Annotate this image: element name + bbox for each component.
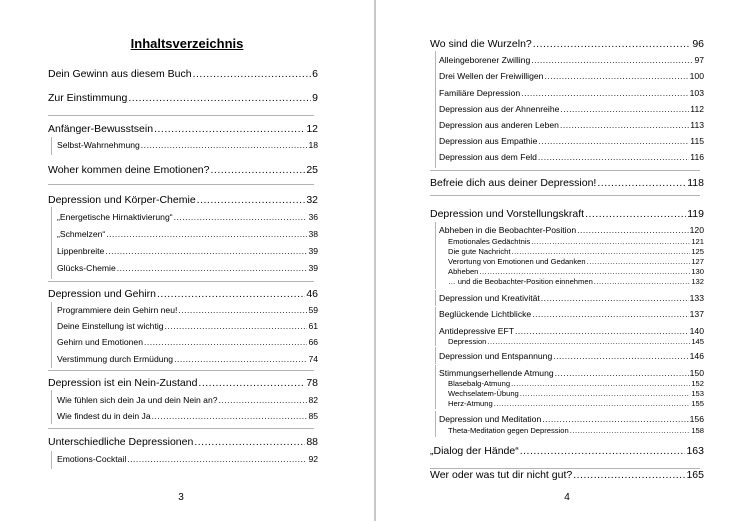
page-title: Inhaltsverzeichnis bbox=[130, 36, 244, 51]
toc-entry-page: 96 bbox=[692, 38, 704, 50]
toc-entry[interactable] bbox=[430, 38, 704, 50]
toc-entry-page: 6 bbox=[312, 68, 318, 80]
toc-entry-page: 46 bbox=[306, 288, 318, 300]
toc-entry-page: 163 bbox=[686, 445, 704, 457]
toc-entry-title: Wechselatem-Übung bbox=[448, 389, 519, 398]
toc-entry[interactable] bbox=[439, 104, 704, 114]
toc-entry-title: Drei Wellen der Freiwilligen bbox=[439, 71, 544, 81]
toc-entry[interactable] bbox=[430, 177, 704, 189]
leader-dots bbox=[520, 445, 686, 457]
toc-entry-title: Theta-Meditation gegen Depression bbox=[448, 426, 569, 435]
leader-dots bbox=[193, 68, 312, 80]
toc-entry-page: 103 bbox=[689, 88, 704, 98]
leader-dots bbox=[594, 277, 691, 286]
toc-entry-page: 116 bbox=[690, 152, 704, 162]
toc-entry[interactable] bbox=[57, 354, 318, 364]
leader-dots bbox=[198, 377, 305, 389]
leader-dots bbox=[553, 351, 688, 361]
toc-entry-title: Abheben in die Beobachter-Position bbox=[439, 225, 577, 235]
toc-entry-title: … und die Beobachter-Position einnehmen bbox=[448, 277, 593, 286]
toc-entry-page: 125 bbox=[691, 247, 704, 256]
section-divider bbox=[48, 281, 314, 282]
leader-dots bbox=[194, 436, 305, 448]
toc-entry-page: 113 bbox=[690, 120, 704, 130]
section-divider bbox=[430, 195, 700, 196]
leader-dots bbox=[544, 71, 688, 81]
toc-entry[interactable] bbox=[448, 247, 704, 256]
toc-entry[interactable] bbox=[439, 88, 704, 98]
toc-entry-page: 32 bbox=[306, 194, 318, 206]
toc-entry-page: 97 bbox=[694, 55, 704, 65]
toc-entry-title: Alleingeborener Zwilling bbox=[439, 55, 531, 65]
toc-entry-title: Verstimmung durch Ermüdung bbox=[57, 354, 174, 364]
toc-entry-page: 153 bbox=[691, 389, 704, 398]
leader-dots bbox=[157, 288, 305, 300]
toc-entry-title: Familiäre Depression bbox=[439, 88, 521, 98]
toc-entry-title: Wie fühlen sich dein Ja und dein Nein an? bbox=[57, 395, 218, 405]
toc-entry[interactable] bbox=[57, 395, 318, 405]
toc-entry-page: 88 bbox=[306, 436, 318, 448]
toc-entry-title: Emotions-Cocktail bbox=[57, 454, 127, 464]
leader-dots bbox=[511, 247, 690, 256]
toc-entry-page: 100 bbox=[689, 71, 704, 81]
toc-entry-page: 39 bbox=[308, 246, 318, 256]
leader-dots bbox=[541, 293, 689, 303]
toc-entry[interactable] bbox=[57, 263, 318, 273]
toc-entry-page: 25 bbox=[306, 164, 318, 176]
toc-entry[interactable] bbox=[448, 277, 704, 286]
leader-dots bbox=[106, 229, 307, 239]
toc-entry-page: 152 bbox=[691, 379, 704, 388]
toc-entry[interactable] bbox=[448, 337, 704, 346]
toc-entry[interactable] bbox=[57, 246, 318, 256]
toc-entry[interactable] bbox=[48, 123, 318, 135]
toc-entry-page: 85 bbox=[308, 411, 318, 421]
toc-entry-title: Emotionales Gedächtnis bbox=[448, 237, 531, 246]
leader-dots bbox=[560, 104, 689, 114]
toc-entry-page: 61 bbox=[308, 321, 318, 331]
group-bar bbox=[51, 390, 52, 424]
leader-dots bbox=[105, 246, 307, 256]
leader-dots bbox=[532, 309, 688, 319]
group-bar bbox=[51, 207, 52, 279]
group-bar bbox=[435, 365, 436, 409]
leader-dots bbox=[585, 208, 686, 220]
toc-entry[interactable] bbox=[57, 229, 318, 239]
toc-entry-page: 82 bbox=[308, 395, 318, 405]
group-bar bbox=[435, 222, 436, 289]
toc-entry-page: 133 bbox=[689, 293, 704, 303]
leader-dots bbox=[219, 395, 308, 405]
toc-entry-title: Depression und Meditation bbox=[439, 414, 542, 424]
toc-entry[interactable] bbox=[439, 309, 704, 319]
toc-entry-title: Herz-Atmung bbox=[448, 399, 493, 408]
leader-dots bbox=[210, 164, 305, 176]
toc-entry-page: 115 bbox=[690, 136, 704, 146]
toc-entry-page: 74 bbox=[308, 354, 318, 364]
toc-entry-title: Depression und Vorstellungskraft bbox=[430, 208, 585, 220]
toc-entry[interactable] bbox=[48, 194, 318, 206]
leader-dots bbox=[511, 379, 690, 388]
left-page bbox=[0, 0, 374, 521]
leader-dots bbox=[494, 399, 691, 408]
toc-entry[interactable] bbox=[430, 208, 704, 220]
leader-dots bbox=[538, 152, 689, 162]
toc-entry-page: 92 bbox=[308, 454, 318, 464]
toc-entry[interactable] bbox=[48, 68, 318, 80]
toc-entry-page: 9 bbox=[312, 92, 318, 104]
section-divider bbox=[48, 370, 314, 371]
right-page bbox=[376, 0, 750, 521]
leader-dots bbox=[487, 337, 690, 346]
toc-entry-title: Deine Einstellung ist wichtig bbox=[57, 321, 164, 331]
toc-entry-title: Wer oder was tut dir nicht gut? bbox=[430, 469, 573, 481]
group-bar bbox=[435, 323, 436, 346]
toc-entry-title: Die gute Nachricht bbox=[448, 247, 511, 256]
toc-entry-title: Depression aus dem Feld bbox=[439, 152, 537, 162]
toc-entry[interactable] bbox=[57, 321, 318, 331]
toc-entry-page: 156 bbox=[689, 414, 704, 424]
leader-dots bbox=[560, 120, 689, 130]
toc-entry-page: 158 bbox=[691, 426, 704, 435]
leader-dots bbox=[531, 237, 690, 246]
group-bar bbox=[51, 302, 52, 368]
group-bar bbox=[435, 290, 436, 306]
toc-entry-page: 18 bbox=[308, 140, 318, 150]
toc-entry-page: 145 bbox=[691, 337, 704, 346]
group-bar bbox=[435, 411, 436, 437]
toc-entry[interactable] bbox=[439, 120, 704, 130]
section-divider bbox=[48, 115, 314, 116]
toc-entry-page: 137 bbox=[689, 309, 704, 319]
toc-entry-title: Zur Einstimmung bbox=[48, 92, 128, 104]
toc-left bbox=[0, 0, 374, 521]
section-divider bbox=[48, 428, 314, 429]
toc-entry[interactable] bbox=[439, 152, 704, 162]
toc-entry-title: Programmiere dein Gehirn neu! bbox=[57, 305, 178, 315]
group-bar bbox=[435, 307, 436, 323]
toc-entry-title: Verortung von Emotionen und Gedanken bbox=[448, 257, 586, 266]
toc-entry-page: 112 bbox=[690, 104, 704, 114]
toc-entry[interactable] bbox=[439, 71, 704, 81]
toc-entry-page: 132 bbox=[691, 277, 704, 286]
toc-entry-title: Lippenbreite bbox=[57, 246, 105, 256]
toc-entry-title: Depression ist ein Nein-Zustand bbox=[48, 377, 198, 389]
toc-entry-page: 127 bbox=[691, 257, 704, 266]
toc-entry-title: Woher kommen deine Emotionen? bbox=[48, 164, 210, 176]
group-bar bbox=[435, 347, 436, 364]
toc-entry[interactable] bbox=[57, 454, 318, 464]
toc-entry-title: Wie findest du in dein Ja bbox=[57, 411, 151, 421]
toc-entry[interactable] bbox=[48, 288, 318, 300]
toc-right bbox=[376, 0, 750, 521]
toc-entry-title: Depression bbox=[448, 337, 487, 346]
leader-dots bbox=[538, 136, 689, 146]
leader-dots bbox=[531, 55, 693, 65]
leader-dots bbox=[178, 305, 307, 315]
toc-entry[interactable] bbox=[439, 326, 704, 336]
toc-entry-title: Gehirn und Emotionen bbox=[57, 337, 143, 347]
section-divider bbox=[430, 170, 700, 171]
toc-entry[interactable] bbox=[448, 389, 704, 398]
leader-dots bbox=[577, 225, 689, 235]
leader-dots bbox=[515, 326, 689, 336]
toc-entry-page: 59 bbox=[308, 305, 318, 315]
toc-entry-title: Depression aus der Ahnenreihe bbox=[439, 104, 560, 114]
group-bar bbox=[51, 451, 52, 469]
toc-entry-page: 150 bbox=[689, 368, 704, 378]
toc-entry-title: Stimmungserhellende Atmung bbox=[439, 368, 554, 378]
toc-entry-title: Anfänger-Bewusstsein bbox=[48, 123, 154, 135]
toc-entry[interactable] bbox=[48, 436, 318, 448]
leader-dots bbox=[533, 38, 692, 50]
leader-dots bbox=[174, 212, 308, 222]
toc-entry-title: Unterschiedliche Depressionen bbox=[48, 436, 194, 448]
toc-entry-title: Depression und Kreativität bbox=[439, 293, 540, 303]
toc-entry[interactable] bbox=[57, 337, 318, 347]
toc-entry-title: Beglückende Lichtblicke bbox=[439, 309, 532, 319]
toc-entry-page: 12 bbox=[306, 123, 318, 135]
toc-entry-title: Abheben bbox=[448, 267, 479, 276]
toc-entry-title: „Energetische Hirnaktivierung“ bbox=[57, 212, 173, 222]
section-divider bbox=[48, 184, 314, 185]
toc-entry-page: 130 bbox=[691, 267, 704, 276]
toc-entry[interactable] bbox=[448, 399, 704, 408]
toc-entry-page: 119 bbox=[687, 208, 704, 220]
toc-entry[interactable] bbox=[430, 445, 704, 457]
toc-entry[interactable] bbox=[57, 411, 318, 421]
toc-entry-title: Glücks-Chemie bbox=[57, 263, 116, 273]
leader-dots bbox=[127, 454, 307, 464]
leader-dots bbox=[597, 177, 686, 189]
toc-entry-title: Dein Gewinn aus diesem Buch bbox=[48, 68, 192, 80]
leader-dots bbox=[520, 389, 691, 398]
toc-entry[interactable] bbox=[439, 414, 704, 424]
toc-entry[interactable] bbox=[448, 426, 704, 435]
toc-entry-page: 36 bbox=[308, 212, 318, 222]
leader-dots bbox=[174, 354, 307, 364]
toc-entry[interactable] bbox=[448, 379, 704, 388]
toc-entry[interactable] bbox=[430, 469, 704, 481]
leader-dots bbox=[128, 92, 311, 104]
leader-dots bbox=[165, 321, 308, 331]
toc-entry[interactable] bbox=[439, 136, 704, 146]
leader-dots bbox=[573, 469, 685, 481]
leader-dots bbox=[555, 368, 689, 378]
toc-entry[interactable] bbox=[448, 237, 704, 246]
toc-entry[interactable] bbox=[448, 257, 704, 266]
leader-dots bbox=[587, 257, 691, 266]
leader-dots bbox=[570, 426, 691, 435]
leader-dots bbox=[117, 263, 308, 273]
toc-entry-title: „Dialog der Hände“ bbox=[430, 445, 519, 457]
group-bar bbox=[51, 137, 52, 155]
leader-dots bbox=[144, 337, 307, 347]
leader-dots bbox=[197, 194, 306, 206]
toc-entry-title: Depression aus Empathie bbox=[439, 136, 538, 146]
toc-entry[interactable] bbox=[439, 293, 704, 303]
toc-entry-title: Depression und Körper-Chemie bbox=[48, 194, 196, 206]
leader-dots bbox=[479, 267, 690, 276]
toc-entry-title: „Schmelzen“ bbox=[57, 229, 106, 239]
toc-entry-title: Selbst-Wahrnehmung bbox=[57, 140, 140, 150]
toc-entry-title: Depression und Entspannung bbox=[439, 351, 553, 361]
toc-entry-page: 121 bbox=[691, 237, 704, 246]
toc-entry[interactable] bbox=[48, 92, 318, 104]
group-bar bbox=[435, 51, 436, 168]
leader-dots bbox=[542, 414, 688, 424]
toc-entry[interactable] bbox=[439, 368, 704, 378]
toc-entry-page: 78 bbox=[306, 377, 318, 389]
toc-entry-page: 155 bbox=[691, 399, 704, 408]
toc-entry-page: 38 bbox=[308, 229, 318, 239]
toc-entry[interactable] bbox=[57, 140, 318, 150]
toc-entry[interactable] bbox=[439, 351, 704, 361]
toc-entry-page: 146 bbox=[689, 351, 704, 361]
toc-entry-title: Wo sind die Wurzeln? bbox=[430, 38, 532, 50]
toc-entry[interactable] bbox=[439, 225, 704, 235]
leader-dots bbox=[521, 88, 688, 98]
toc-entry-title: Befreie dich aus deiner Depression! bbox=[430, 177, 597, 189]
toc-entry-page: 120 bbox=[689, 225, 704, 235]
toc-entry-page: 165 bbox=[686, 469, 704, 481]
toc-entry-title: Depression und Gehirn bbox=[48, 288, 156, 300]
leader-dots bbox=[141, 140, 308, 150]
page-number: 3 bbox=[178, 492, 184, 503]
toc-entry-page: 66 bbox=[308, 337, 318, 347]
toc-entry[interactable] bbox=[448, 267, 704, 276]
toc-entry[interactable] bbox=[439, 55, 704, 65]
toc-entry[interactable] bbox=[57, 212, 318, 222]
toc-entry-title: Antidepressive EFT bbox=[439, 326, 514, 336]
leader-dots bbox=[154, 123, 305, 135]
toc-entry-page: 39 bbox=[308, 263, 318, 273]
toc-entry[interactable] bbox=[48, 164, 318, 176]
toc-entry[interactable] bbox=[48, 377, 318, 389]
leader-dots bbox=[152, 411, 308, 421]
toc-entry-title: Blasebalg-Atmung bbox=[448, 379, 511, 388]
toc-entry-page: 140 bbox=[689, 326, 704, 336]
toc-entry-title: Depression aus anderen Leben bbox=[439, 120, 559, 130]
toc-entry-page: 118 bbox=[687, 177, 704, 189]
page-number: 4 bbox=[564, 492, 570, 503]
toc-entry[interactable] bbox=[57, 305, 318, 315]
